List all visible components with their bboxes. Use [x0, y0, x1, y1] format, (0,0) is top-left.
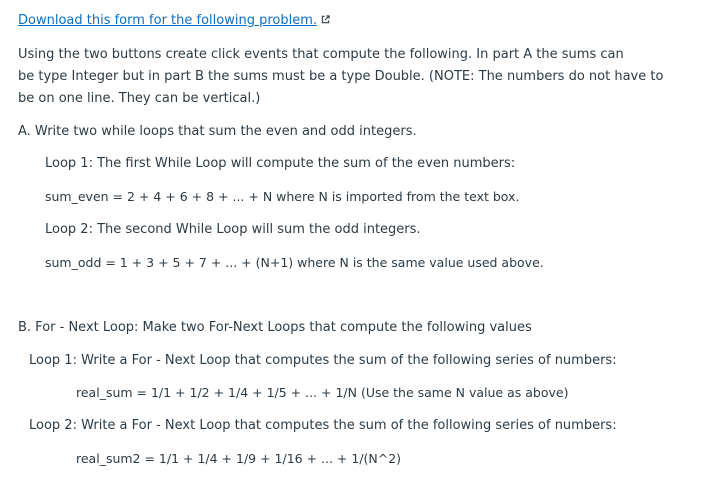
part-a-formula1: sum_even = 2 + 4 + 6 + 8 + ... + N where N is imported from the text box.: [45, 189, 520, 204]
download-form-link-row[interactable]: [18, 13, 330, 29]
part-b-formula2: real_sum2 = 1/1 + 1/4 + 1/9 + 1/16 + ... + 1/(N^2): [76, 451, 402, 466]
intro-line-1: Using the two buttons create click events that compute the following. In part A the sums can: [18, 47, 624, 62]
part-b-loop1: Loop 1: Write a For - Next Loop that computes the sum of the following series of numbers:: [29, 353, 617, 368]
part-a-loop1: Loop 1: The first While Loop will compute the sum of the even numbers:: [45, 156, 516, 171]
part-b-loop2: Loop 2: Write a For - Next Loop that computes the sum of the following series of numbers:: [29, 418, 617, 433]
part-a-loop2: Loop 2: The second While Loop will sum the odd integers.: [45, 222, 421, 237]
download-form-link[interactable]: Download this form for the following problem.: [18, 13, 318, 28]
part-a-formula2: sum_odd = 1 + 3 + 5 + 7 + ... + (N+1) where N is the same value used above.: [45, 255, 544, 270]
intro-line-2: be type Integer but in part B the sums must be a type Double. (NOTE: The numbers do not have to: [18, 69, 664, 84]
external-link-icon[interactable]: [321, 15, 330, 24]
part-a-heading: A. Write two while loops that sum the even and odd integers.: [18, 124, 417, 139]
part-b-formula1: real_sum = 1/1 + 1/2 + 1/4 + 1/5 + ... + 1/N (Use the same N value as above): [76, 385, 569, 400]
part-b-heading: B. For - Next Loop: Make two For-Next Loops that compute the following values: [18, 320, 532, 335]
intro-line-3: be on one line. They can be vertical.): [18, 91, 261, 106]
